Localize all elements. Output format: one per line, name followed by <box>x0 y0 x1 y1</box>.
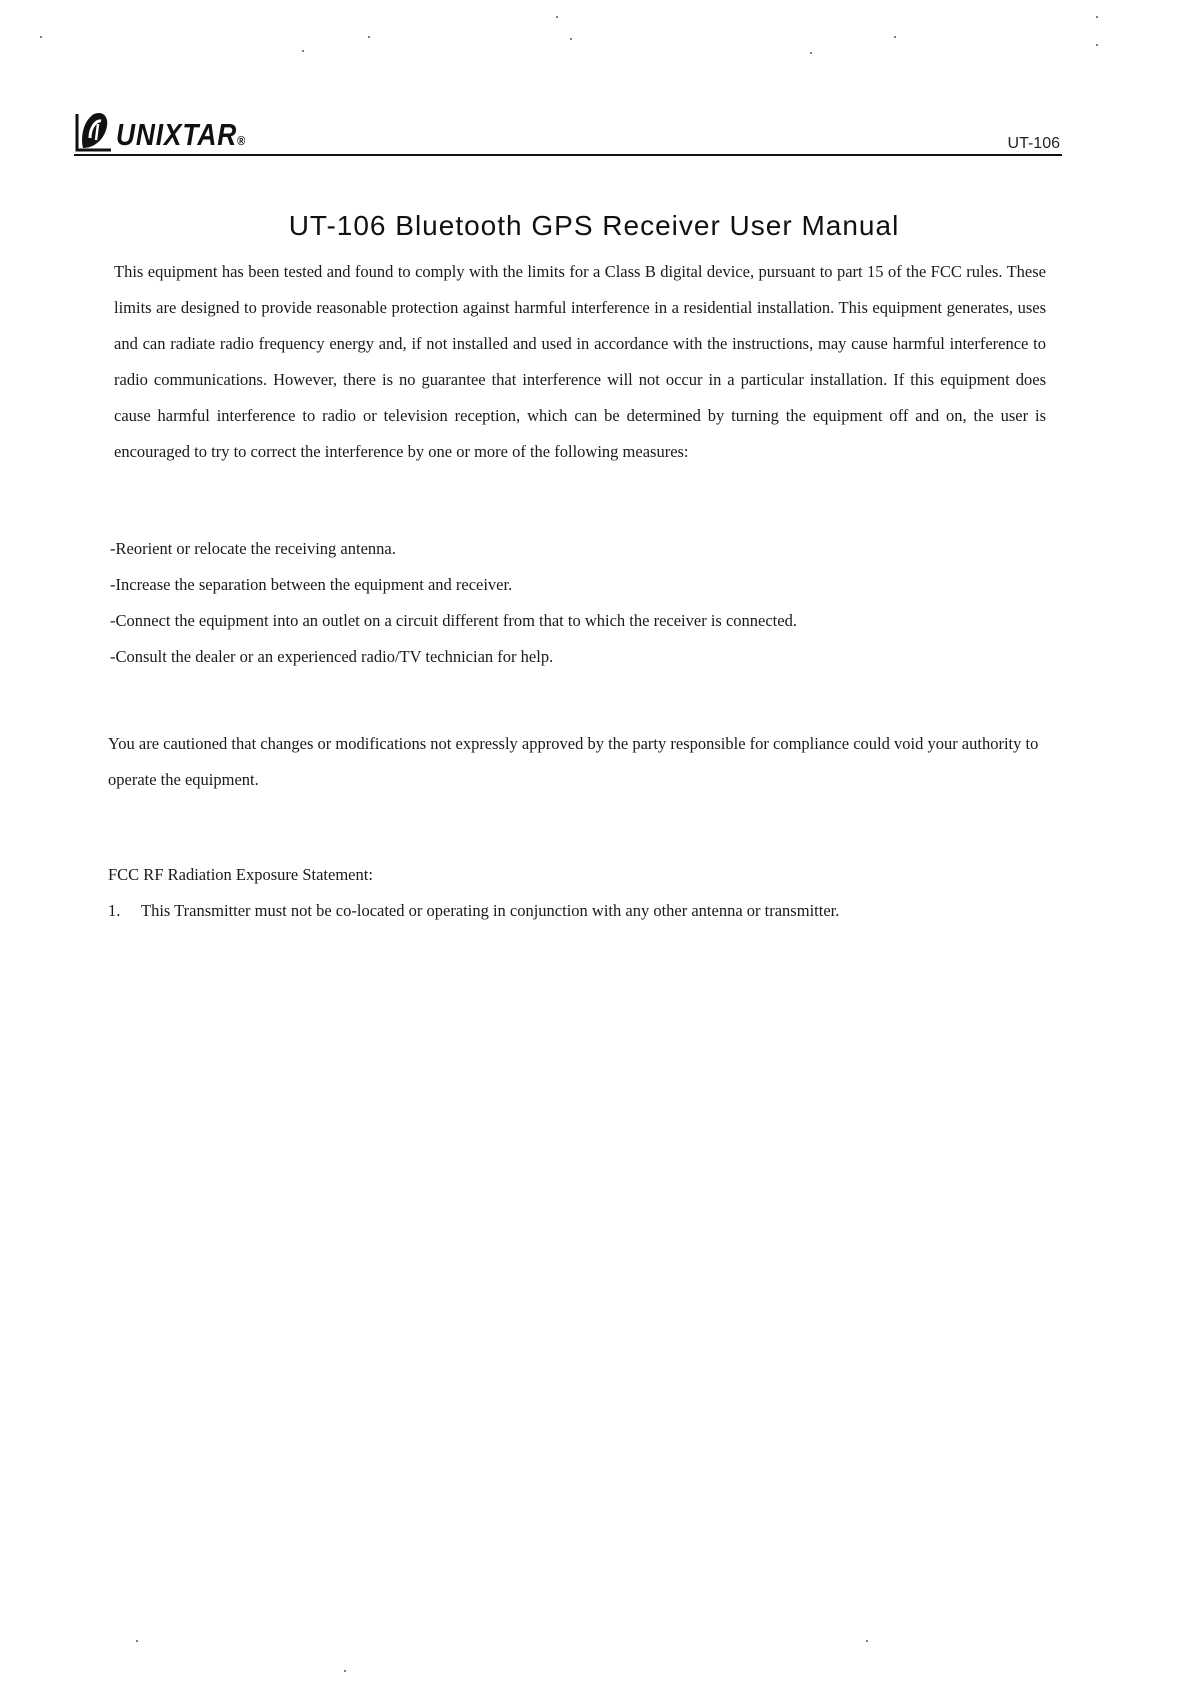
measures-list <box>110 531 797 675</box>
header-rule <box>74 154 1062 156</box>
scan-speck <box>570 38 572 40</box>
scan-speck <box>136 1640 138 1642</box>
compliance-paragraph: This equipment has been tested and found to comply with the limits for a Class B digital device, pursuant to part 15 of the FCC rules. These limits are designed to provide reasonable protection against harmful interference in a residential installation. This equipment generates, uses and can radiate radio frequency energy and, if not installed and used in accordance with the instructions, may cause harmful interference to radio communications. However, there is no guarantee that interference will not occur in a particular installation. If this equipment does cause harmful interference to radio or television reception, which can be determined by turning the equipment off and on, the user is encouraged to try to correct the interference by one or more of the following measures: <box>114 262 1046 461</box>
list-item: -Reorient or relocate the receiving antenna. <box>110 539 396 558</box>
scan-speck <box>1096 16 1098 18</box>
scan-speck <box>40 36 42 38</box>
fcc-statement-list <box>108 893 839 929</box>
scan-speck <box>302 50 304 52</box>
list-item: -Connect the equipment into an outlet on a circuit different from that to which the receiver is connected. <box>110 611 797 630</box>
item-number: 1. <box>108 901 121 920</box>
list-item <box>108 893 839 929</box>
scan-speck <box>556 16 558 18</box>
scan-speck <box>1096 44 1098 46</box>
scan-speck <box>810 52 812 54</box>
registered-mark: ® <box>237 133 247 148</box>
brand-logo <box>74 96 269 152</box>
model-code: UT-106 <box>1007 135 1060 152</box>
unixtar-logo-icon <box>74 108 114 152</box>
list-item: -Consult the dealer or an experienced radio/TV technician for help. <box>110 647 554 666</box>
scan-speck <box>344 1670 346 1672</box>
item-text: This Transmitter must not be co-located or operating in conjunction with any other antenna or transmitter. <box>141 901 840 920</box>
list-item: -Increase the separation between the equipment and receiver. <box>110 575 513 594</box>
scan-speck <box>894 36 896 38</box>
caution-paragraph: You are cautioned that changes or modifications not expressly approved by the party responsible for compliance could void your authority to operate the equipment. <box>108 734 1039 789</box>
scan-speck <box>368 36 370 38</box>
fcc-heading: FCC RF Radiation Exposure Statement: <box>108 865 373 884</box>
brand-name: UNIXTAR® <box>116 117 247 152</box>
page-title: UT-106 Bluetooth GPS Receiver User Manual <box>288 210 900 241</box>
scan-speck <box>866 1640 868 1642</box>
